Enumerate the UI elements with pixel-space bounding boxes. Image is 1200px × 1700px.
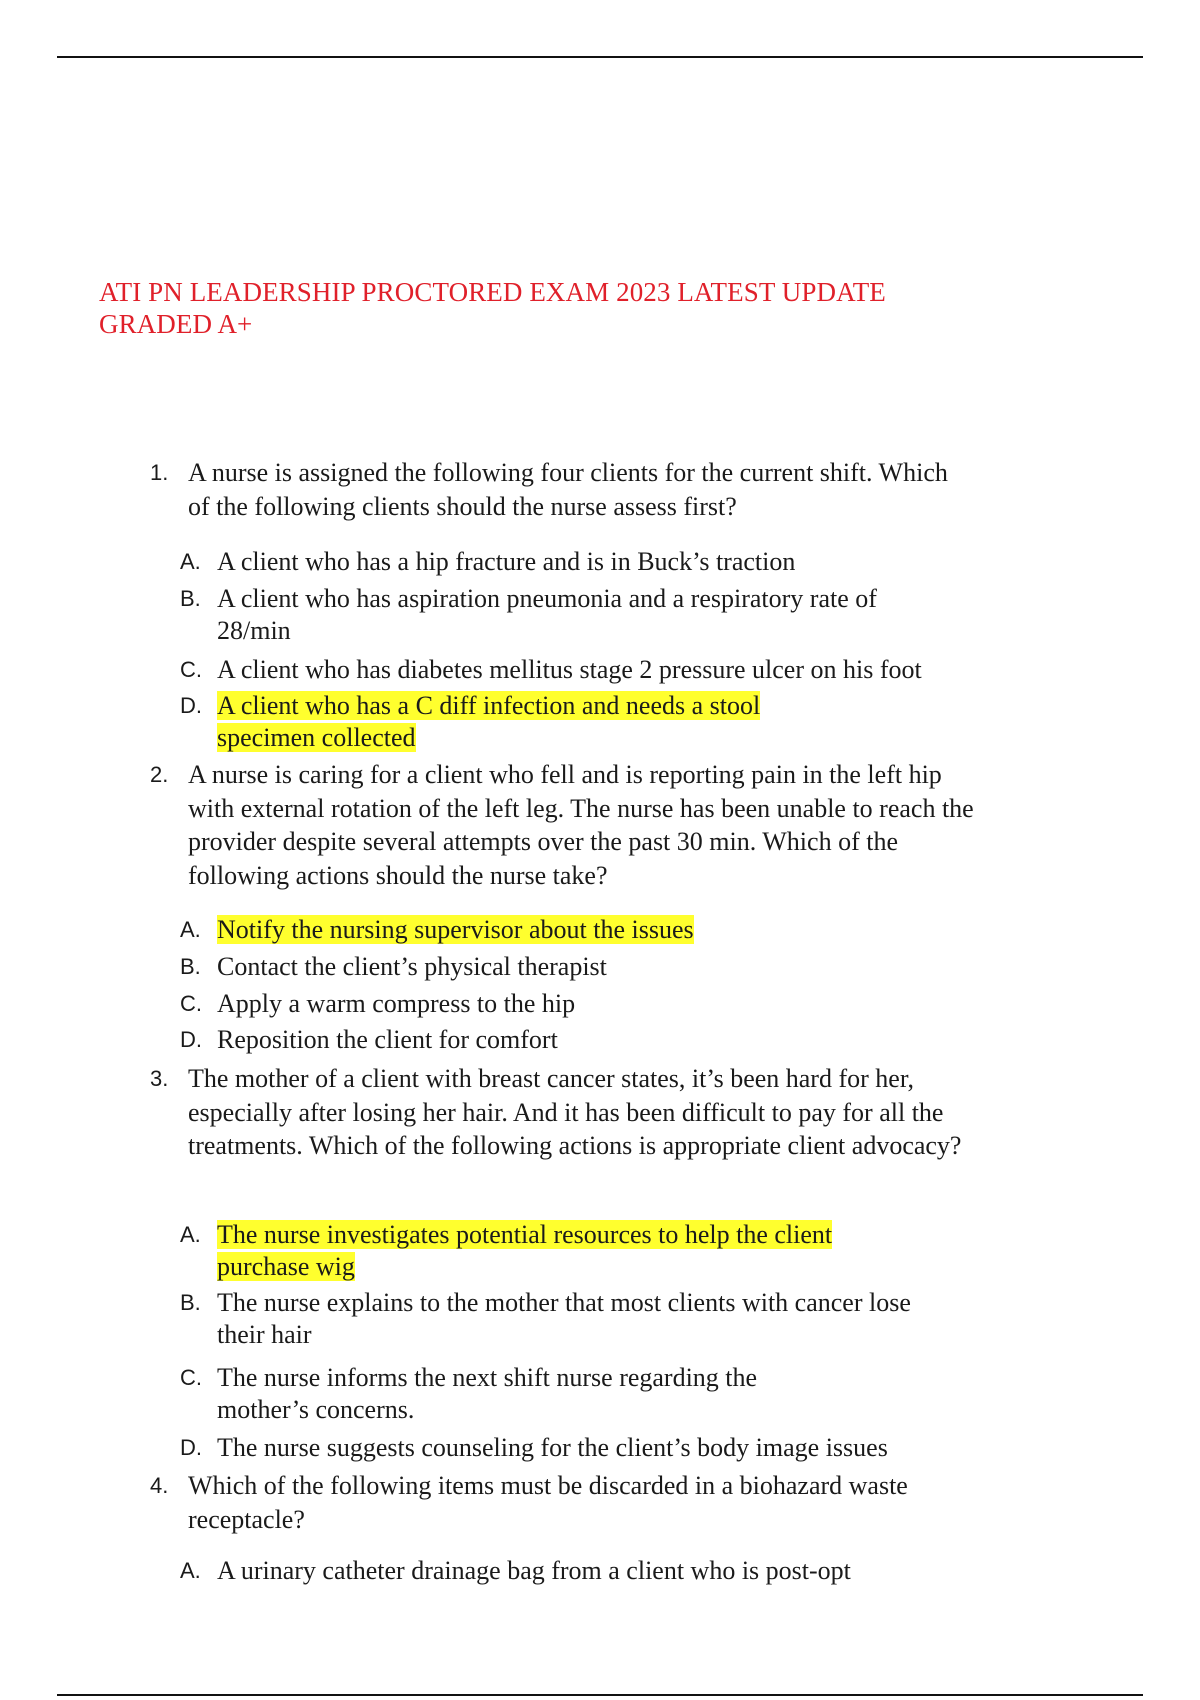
document-title: ATI PN LEADERSHIP PROCTORED EXAM 2023 LATEST UPDATE GRADED A+ [99, 277, 886, 339]
question-3 [150, 1062, 970, 1163]
answer-highlight: A client who has a C diff infection and needs a stool specimen collected [217, 691, 761, 752]
question-4 [150, 1469, 930, 1536]
option-letter: A. [180, 917, 201, 942]
option-text [217, 1219, 920, 1283]
option-letter: A. [180, 1558, 201, 1583]
option-text: Contact the client’s physical therapist [217, 952, 607, 981]
option-text: The nurse explains to the mother that most clients with cancer lose their hair [217, 1288, 911, 1349]
option-letter: C. [180, 991, 202, 1016]
option-letter: D. [180, 1027, 202, 1052]
option-text: Apply a warm compress to the hip [217, 989, 576, 1018]
option-letter: B. [180, 586, 201, 611]
option-letter: C. [180, 657, 202, 682]
question-2 [150, 758, 980, 892]
question-text: The mother of a client with breast cancer states, it’s been hard for her, especially after losing her hair. And it has been difficult to pay for all the treatments. Which of the following actions is appropriate client advocacy? [188, 1064, 962, 1160]
q1-option-d [180, 690, 860, 754]
option-text: Reposition the client for comfort [217, 1025, 558, 1054]
q1-option-c [180, 654, 1000, 686]
question-text: A nurse is caring for a client who fell and is reporting pain in the left hip with external rotation of the left leg. The nurse has been unable to reach the provider despite several attempts over the past 30 min. Which of the following actions should the nurse take? [188, 760, 974, 890]
header-rule [57, 56, 1143, 58]
footer-rule [57, 1694, 1143, 1696]
option-text [217, 690, 860, 754]
option-letter: B. [180, 954, 201, 979]
option-text: A urinary catheter drainage bag from a client who is post-opt [217, 1556, 851, 1585]
q3-option-c [180, 1362, 840, 1426]
option-letter: A. [180, 549, 201, 574]
question-number: 4. [150, 1473, 169, 1498]
q1-option-b [180, 583, 920, 647]
question-text: Which of the following items must be discarded in a biohazard waste receptacle? [188, 1471, 908, 1534]
q2-option-d [180, 1024, 1000, 1056]
q2-option-b [180, 951, 1000, 983]
question-number: 2. [150, 762, 169, 787]
option-letter: D. [180, 693, 202, 718]
option-text [217, 914, 1000, 946]
question-number: 1. [150, 460, 169, 485]
option-letter: C. [180, 1365, 202, 1390]
q2-option-c [180, 988, 1000, 1020]
option-text: A client who has a hip fracture and is in Buck’s traction [217, 547, 796, 576]
q1-option-a [180, 546, 1000, 578]
option-letter: D. [180, 1435, 202, 1460]
question-text: A nurse is assigned the following four clients for the current shift. Which of the following clients should the nurse assess first? [188, 458, 948, 521]
option-text: A client who has diabetes mellitus stage 2 pressure ulcer on his foot [217, 655, 922, 684]
answer-highlight: Notify the nursing supervisor about the issues [217, 915, 694, 944]
answer-highlight: The nurse investigates potential resources to help the client purchase wig [217, 1220, 833, 1281]
q3-option-d [180, 1432, 1000, 1464]
q3-option-b [180, 1287, 940, 1351]
q2-option-a [180, 914, 1000, 946]
question-1 [150, 456, 950, 523]
q4-option-a [180, 1555, 1000, 1587]
option-letter: A. [180, 1222, 201, 1247]
option-text: A client who has aspiration pneumonia and a respiratory rate of 28/min [217, 584, 877, 645]
option-text: The nurse informs the next shift nurse regarding the mother’s concerns. [217, 1363, 758, 1424]
option-letter: B. [180, 1290, 201, 1315]
option-text: The nurse suggests counseling for the client’s body image issues [217, 1433, 888, 1462]
q3-option-a [180, 1219, 920, 1283]
question-number: 3. [150, 1066, 169, 1091]
